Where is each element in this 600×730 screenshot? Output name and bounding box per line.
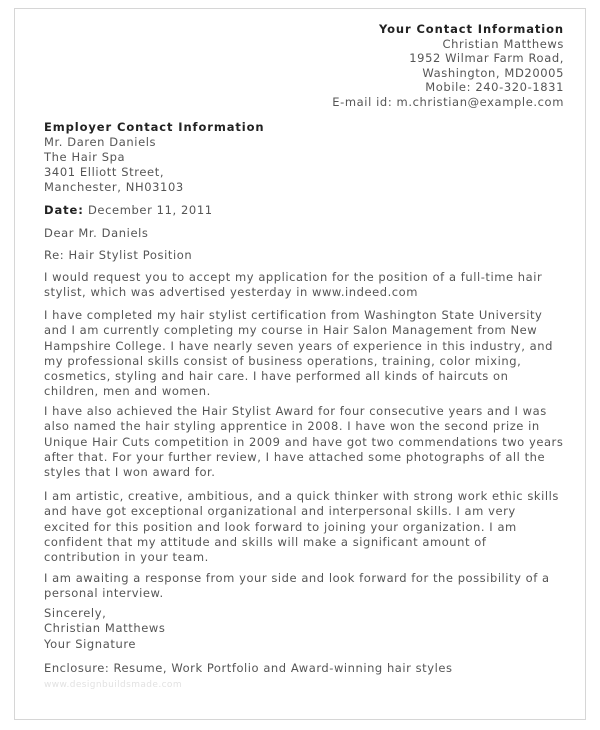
sender-phone: Mobile: 240-320-1831 <box>425 80 564 95</box>
body-paragraph-5: I am awaiting a response from your side and look forward for the possibility of a personal interview. <box>44 571 550 601</box>
employer-contact-heading: Employer Contact Information <box>44 120 265 134</box>
sender-contact-block <box>332 22 564 110</box>
sender-street: 1952 Wilmar Farm Road, <box>409 51 564 66</box>
date-value: December 11, 2011 <box>87 203 213 217</box>
employer-company: The Hair Spa <box>44 150 126 164</box>
valediction: Sincerely, <box>44 606 107 620</box>
employer-city: Manchester, NH03103 <box>44 180 184 194</box>
closing-block <box>44 606 165 652</box>
enclosure-line: Enclosure: Resume, Work Portfolio and Award-winning hair styles <box>44 661 453 675</box>
body-paragraph-2: I have completed my hair stylist certification from Washington State University and I am currently completing my course in Hair Salon Management from New Hampshire College. I have nearly seven years of experience in this industry, and my professional skills consist of business operations, training, color mixing, cosmetics, styling and hair care. I have performed all kinds of haircuts on children, men and women. <box>44 308 553 399</box>
employer-contact-block <box>44 120 265 195</box>
salutation: Dear Mr. Daniels <box>44 226 149 240</box>
body-paragraph-3: I have also achieved the Hair Stylist Award for four consecutive years and I was also named the hair styling apprentice in 2008. I have won the second prize in Unique Hair Cuts competition in 2009 and have got two commendations two years after that. For your further review, I have attached some photographs of all the styles that I won award for. <box>44 404 564 480</box>
sender-email: E-mail id: m.christian@example.com <box>332 94 564 109</box>
subject-line: Re: Hair Stylist Position <box>44 248 193 262</box>
sender-city: Washington, MD20005 <box>422 65 564 80</box>
body-paragraph-4: I am artistic, creative, ambitious, and a quick thinker with strong work ethic skills and have got exceptional organizational and interpersonal skills. I am very excited for this position and look forward to joining your organization. I am confident that my attitude and skills will make a significant amount of contribution in your team. <box>44 489 559 565</box>
signer-name: Christian Matthews <box>44 621 166 636</box>
signature-line: Your Signature <box>44 636 137 651</box>
sender-name: Christian Matthews <box>442 36 564 51</box>
employer-name: Mr. Daren Daniels <box>44 135 157 149</box>
watermark: www.designbuildsmade.com <box>44 680 183 690</box>
date-label: Date: <box>44 203 84 217</box>
sender-contact-heading: Your Contact Information <box>378 22 564 36</box>
body-paragraph-1: I would request you to accept my application for the position of a full-time hair stylist, which was advertised yesterday in www.indeed.com <box>44 270 543 300</box>
employer-street: 3401 Elliott Street, <box>44 165 165 179</box>
date-line <box>44 203 213 217</box>
